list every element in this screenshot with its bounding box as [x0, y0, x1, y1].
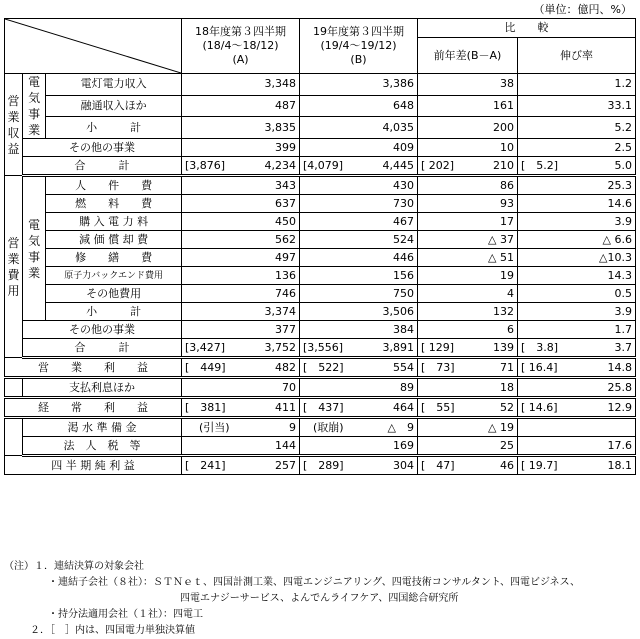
- value-b: 3,386: [300, 74, 418, 96]
- value-b: 89: [300, 378, 418, 398]
- col-header-compare: 比 較: [418, 19, 636, 38]
- row-label: 法 人 税 等: [23, 437, 182, 456]
- row-interest: [5, 378, 636, 398]
- value-a: 377: [182, 321, 300, 339]
- value-diff: [ 47] 46: [418, 456, 518, 475]
- value-a: [3,876] 4,234: [182, 157, 300, 176]
- row-tax: [5, 437, 636, 456]
- row-label: 渇 水 準 備 金: [23, 418, 182, 437]
- row-label: 原子力バックエンド費用: [46, 267, 182, 285]
- value-a: [ 449] 482: [182, 358, 300, 378]
- value-rate: [ 14.6] 12.9: [518, 398, 636, 418]
- footnotes: [4, 559, 580, 639]
- value-diff: 10: [418, 139, 518, 157]
- value-a: 562: [182, 231, 300, 249]
- value-b: [4,079] 4,445: [300, 157, 418, 176]
- value-diff: △ 51: [418, 249, 518, 267]
- row-revenue-other: [5, 139, 636, 157]
- header-row-1: [5, 19, 636, 38]
- value-rate: 17.6: [518, 437, 636, 456]
- col-header-diff: 前年差(B－A): [418, 38, 518, 74]
- value-b: [3,556] 3,891: [300, 339, 418, 358]
- value-rate: 2.5: [518, 139, 636, 157]
- value-diff: 200: [418, 117, 518, 139]
- value-diff: 86: [418, 176, 518, 195]
- row-expense-subtotal: [5, 303, 636, 321]
- value-b: 430: [300, 176, 418, 195]
- note-1-consolidated-cont: 四電エナジーサービス、よんでんライフケア、四国総合研究所: [180, 593, 459, 604]
- row-genka: [5, 231, 636, 249]
- row-label: 人 件 費: [46, 176, 182, 195]
- value-diff: 19: [418, 267, 518, 285]
- value-rate: △10.3: [518, 249, 636, 267]
- value-diff: [ 55] 52: [418, 398, 518, 418]
- value-rate: 25.8: [518, 378, 636, 398]
- value-diff: 25: [418, 437, 518, 456]
- value-b: [ 289] 304: [300, 456, 418, 475]
- row-net-income: [5, 456, 636, 475]
- value-a: 399: [182, 139, 300, 157]
- value-rate: [ 5.2] 5.0: [518, 157, 636, 176]
- value-b: 730: [300, 195, 418, 213]
- value-a: 487: [182, 95, 300, 117]
- row-operating-income: [5, 358, 636, 378]
- row-label: その他の事業: [23, 139, 182, 157]
- value-rate: 14.6: [518, 195, 636, 213]
- value-b: [ 522] 554: [300, 358, 418, 378]
- group-electric-expense: 電気事業: [23, 176, 46, 321]
- value-rate: 5.2: [518, 117, 636, 139]
- value-rate: [518, 418, 636, 437]
- row-label: 合 計: [23, 339, 182, 358]
- value-rate: 25.3: [518, 176, 636, 195]
- value-a: 497: [182, 249, 300, 267]
- row-revenue-subtotal: [5, 117, 636, 139]
- value-a: 3,374: [182, 303, 300, 321]
- value-b: 467: [300, 213, 418, 231]
- value-b: 3,506: [300, 303, 418, 321]
- value-rate: 33.1: [518, 95, 636, 117]
- value-b: (取崩) △ 9: [300, 418, 418, 437]
- value-rate: [ 19.7] 18.1: [518, 456, 636, 475]
- row-label: 支払利息ほか: [23, 378, 182, 398]
- value-a: (引当) 9: [182, 418, 300, 437]
- value-rate: 1.2: [518, 74, 636, 96]
- row-nenryo: [5, 195, 636, 213]
- spacer: [5, 418, 23, 456]
- value-diff: 4: [418, 285, 518, 303]
- value-diff: 38: [418, 74, 518, 96]
- financial-results-table: [4, 18, 636, 475]
- value-a: 144: [182, 437, 300, 456]
- value-diff: △ 37: [418, 231, 518, 249]
- row-drought-reserve: [5, 418, 636, 437]
- value-b: 446: [300, 249, 418, 267]
- value-a: 3,348: [182, 74, 300, 96]
- value-a: [3,427] 3,752: [182, 339, 300, 358]
- row-label: 電灯電力収入: [46, 74, 182, 96]
- value-a: 343: [182, 176, 300, 195]
- value-rate: 0.5: [518, 285, 636, 303]
- row-label: 減 価 償 却 費: [46, 231, 182, 249]
- note-1-equity: ・持分法適用会社（１社）：四電工: [48, 609, 203, 620]
- value-diff: [ 202] 210: [418, 157, 518, 176]
- note-1: （注）１．連結決算の対象会社: [4, 561, 144, 572]
- col-header-fy19: 19年度第３四半期 (19/4～19/12) (B): [300, 19, 418, 74]
- row-label: その他の事業: [23, 321, 182, 339]
- row-label: 修 繕 費: [46, 249, 182, 267]
- value-rate: [ 3.8] 3.7: [518, 339, 636, 358]
- note-2: ２．［ ］内は、四国電力単独決算値: [30, 625, 195, 636]
- value-rate: [ 16.4] 14.8: [518, 358, 636, 378]
- note-1-consolidated: ・連結子会社（８社）：ＳＴＮｅｔ、四国計測工業、四電エンジニアリング、四電技術コンサルタント、四電ビジネス、: [48, 577, 580, 588]
- row-dentou: [5, 74, 636, 96]
- row-expense-other: [5, 321, 636, 339]
- value-b: 648: [300, 95, 418, 117]
- row-label: 合 計: [23, 157, 182, 176]
- value-diff: 17: [418, 213, 518, 231]
- value-b: 169: [300, 437, 418, 456]
- value-b: [ 437] 464: [300, 398, 418, 418]
- value-a: 450: [182, 213, 300, 231]
- corner-diagonal: [5, 19, 181, 73]
- row-ordinary-income: [5, 398, 636, 418]
- value-diff: [ 129] 139: [418, 339, 518, 358]
- row-label: その他費用: [46, 285, 182, 303]
- value-a: [ 241] 257: [182, 456, 300, 475]
- row-label: 営 業 利 益: [5, 358, 182, 378]
- row-label: 小 計: [46, 303, 182, 321]
- value-rate: 3.9: [518, 303, 636, 321]
- value-a: 70: [182, 378, 300, 398]
- value-rate: 1.7: [518, 321, 636, 339]
- row-label: 四 半 期 純 利 益: [5, 456, 182, 475]
- group-expense: 営業費用: [5, 176, 23, 358]
- row-kounyu: [5, 213, 636, 231]
- value-a: 3,835: [182, 117, 300, 139]
- row-yuuzuu: [5, 95, 636, 117]
- value-a: 637: [182, 195, 300, 213]
- value-b: 750: [300, 285, 418, 303]
- row-jinken: [5, 176, 636, 195]
- row-label: 経 常 利 益: [5, 398, 182, 418]
- row-expense-total: [5, 339, 636, 358]
- group-electric-revenue: 電気事業: [23, 74, 46, 139]
- value-b: 524: [300, 231, 418, 249]
- value-rate: 3.9: [518, 213, 636, 231]
- value-diff: △ 19: [418, 418, 518, 437]
- value-a: 746: [182, 285, 300, 303]
- value-diff: 132: [418, 303, 518, 321]
- col-header-fy18: 18年度第３四半期 (18/4～18/12) (A): [182, 19, 300, 74]
- value-b: 409: [300, 139, 418, 157]
- value-b: 156: [300, 267, 418, 285]
- unit-label: （単位：億円、%）: [533, 3, 632, 16]
- row-label: 購 入 電 力 料: [46, 213, 182, 231]
- value-diff: 6: [418, 321, 518, 339]
- spacer: [5, 378, 23, 398]
- row-label: 小 計: [46, 117, 182, 139]
- value-rate: △ 6.6: [518, 231, 636, 249]
- col-header-growth: 伸び率: [518, 38, 636, 74]
- row-sonota-hiyou: [5, 285, 636, 303]
- header-corner: [5, 19, 182, 74]
- value-diff: 161: [418, 95, 518, 117]
- row-revenue-total: [5, 157, 636, 176]
- value-a: [ 381] 411: [182, 398, 300, 418]
- value-diff: 18: [418, 378, 518, 398]
- value-rate: 14.3: [518, 267, 636, 285]
- row-label: 燃 料 費: [46, 195, 182, 213]
- row-shuzen: [5, 249, 636, 267]
- group-revenue: 営業収益: [5, 74, 23, 176]
- value-b: 4,035: [300, 117, 418, 139]
- row-backend: [5, 267, 636, 285]
- value-a: 136: [182, 267, 300, 285]
- value-diff: [ 73] 71: [418, 358, 518, 378]
- row-label: 融通収入ほか: [46, 95, 182, 117]
- value-b: 384: [300, 321, 418, 339]
- value-diff: 93: [418, 195, 518, 213]
